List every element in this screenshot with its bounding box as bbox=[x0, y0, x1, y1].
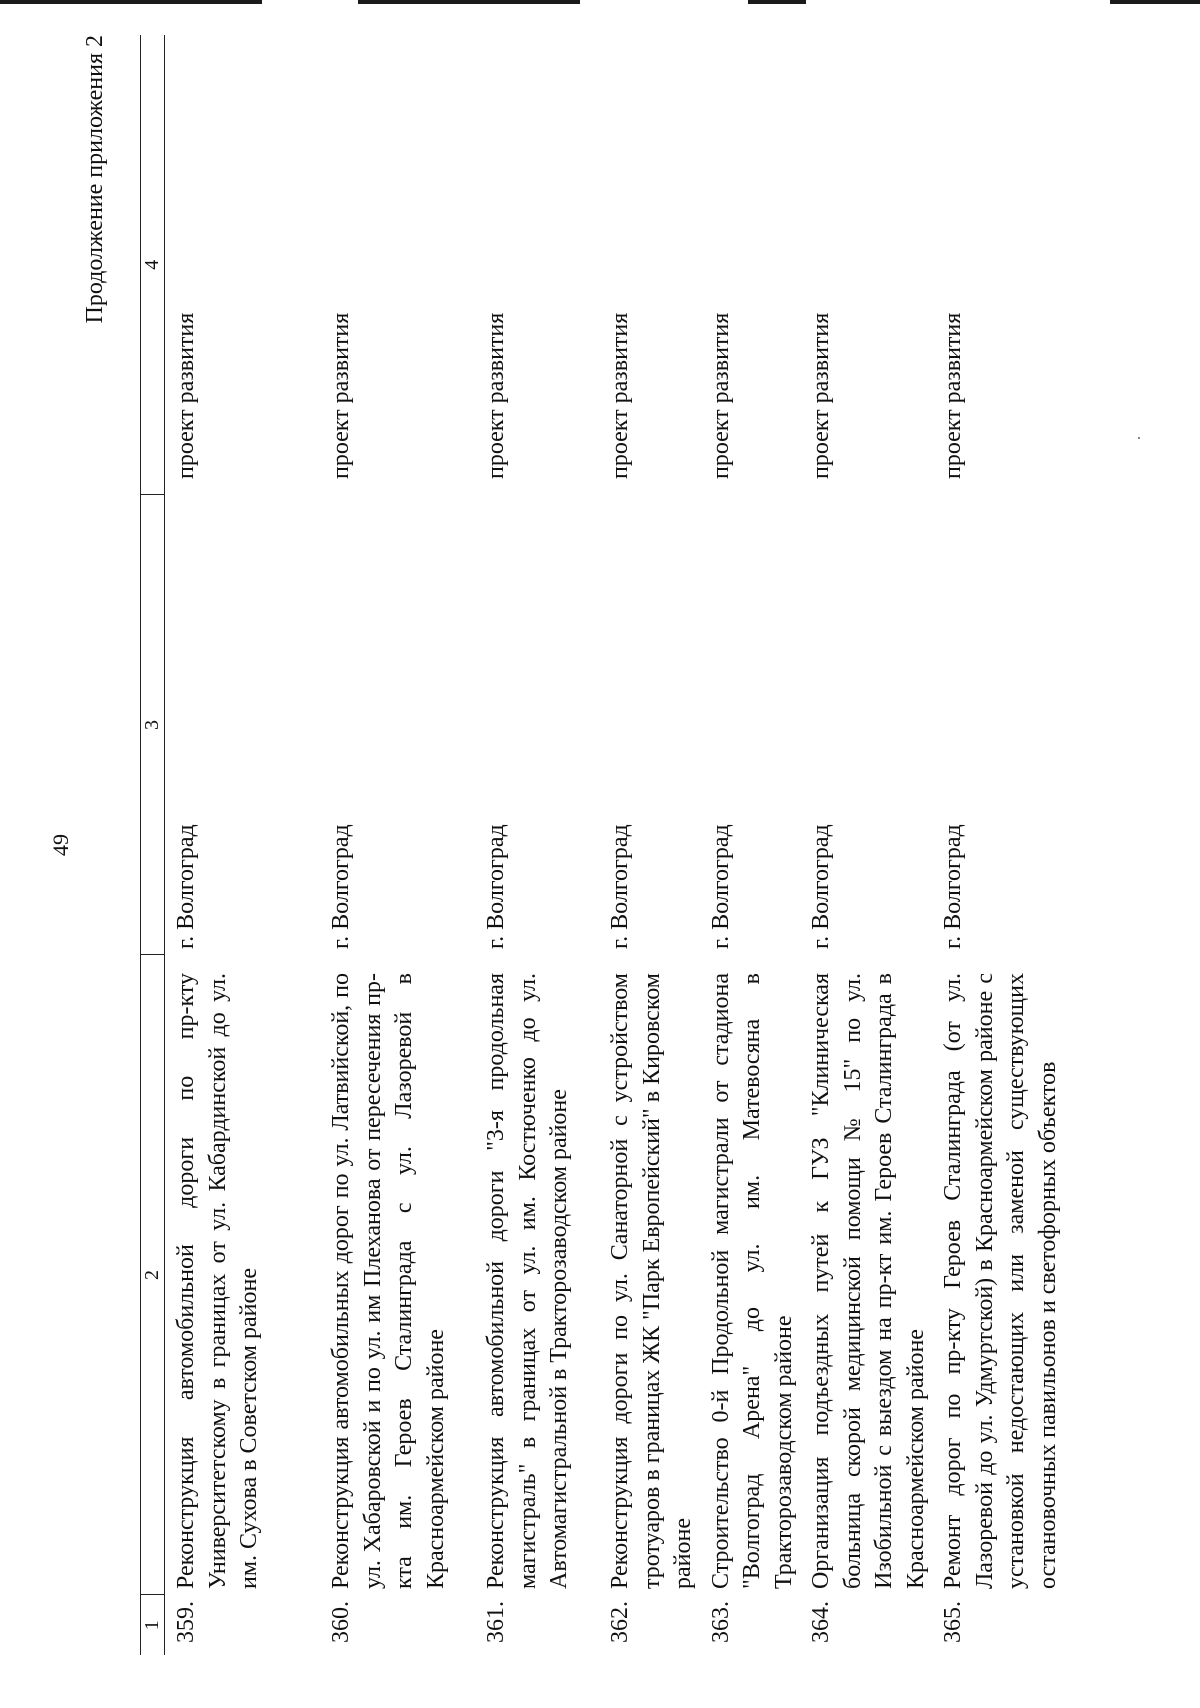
row-number: 364. bbox=[808, 1601, 834, 1643]
row-number: 362. bbox=[607, 1601, 633, 1643]
table-row bbox=[165, 35, 321, 1655]
project-location: г. Волгоград bbox=[607, 824, 633, 949]
project-location: г. Волгоград bbox=[483, 824, 509, 949]
table-row bbox=[800, 35, 932, 1655]
project-type: проект развития bbox=[607, 312, 633, 479]
row-number: 359. bbox=[173, 1601, 199, 1643]
row-number: 361. bbox=[483, 1601, 509, 1643]
column-header: 2 bbox=[141, 955, 165, 1595]
row-number: 365. bbox=[940, 1601, 966, 1643]
project-location: г. Волгоград bbox=[173, 824, 199, 949]
project-type: проект развития bbox=[173, 312, 199, 479]
projects-table bbox=[140, 35, 1064, 1655]
scan-border-top bbox=[1110, 0, 1200, 4]
project-type: проект развития bbox=[328, 312, 354, 479]
project-location: г. Волгоград bbox=[940, 824, 966, 949]
project-type: проект развития bbox=[808, 312, 834, 479]
project-location: г. Волгоград bbox=[707, 824, 734, 949]
table-row bbox=[932, 35, 1064, 1655]
column-header: 4 bbox=[141, 35, 165, 495]
row-number: 360. bbox=[328, 1601, 354, 1643]
table-header bbox=[141, 35, 165, 1655]
project-description: Реконструкция дороги по ул. Санаторной с устройством тротуаров в границах ЖК "Парк Европейский" в Кировском районе bbox=[607, 973, 696, 1589]
table-row bbox=[700, 35, 801, 1655]
project-type: проект развития bbox=[940, 312, 966, 479]
continuation-note: Продолжение приложения 2 bbox=[82, 35, 108, 324]
rotated-document-page bbox=[48, 35, 1200, 1655]
scan-border-top bbox=[0, 0, 262, 4]
project-description: Строительство 0-й Продольной магистрали от стадиона "Волгоград Арена" до ул. им. Матевосяна в Тракторозаводском районе bbox=[707, 973, 797, 1589]
table-row bbox=[599, 35, 700, 1655]
column-header: 3 bbox=[141, 495, 165, 955]
table-row bbox=[475, 35, 599, 1655]
project-description: Реконструкция автомобильной дороги по пр-кту Университетскому в границах от ул. Кабардинской до ул. им. Сухова в Советском районе bbox=[173, 973, 262, 1589]
project-location: г. Волгоград bbox=[328, 824, 354, 949]
scan-border-top bbox=[748, 0, 806, 4]
project-location: г. Волгоград bbox=[808, 824, 834, 949]
project-type: проект развития bbox=[483, 312, 509, 479]
page-number: 49 bbox=[48, 834, 73, 856]
project-description: Ремонт дорог по пр-кту Героев Сталинграда (от ул. Лазоревой до ул. Удмуртской) в Красноармейском районе с установкой недостающих или заменой существующих остановочных павильонов и светофорных объектов bbox=[940, 973, 1061, 1589]
project-description: Организация подъездных путей к ГУЗ "Клиническая больница скорой медицинской помощи № 15" по ул. Изобильной с выездом на пр-кт им. Героев Сталинграда в Красноармейском районе bbox=[808, 973, 929, 1589]
project-type: проект развития bbox=[707, 312, 734, 479]
scan-border-top bbox=[358, 0, 580, 4]
row-number: 363. bbox=[707, 1601, 734, 1643]
project-description: Реконструкция автомобильных дорог по ул. Латвийской, по ул. Хабаровской и по ул. им Плеханова от пересечения пр-кта им. Героев Сталинграда с ул. Лазоревой в Красноармейском районе bbox=[328, 973, 449, 1589]
table-row bbox=[320, 35, 475, 1655]
column-header: 1 bbox=[141, 1595, 165, 1655]
project-description: Реконструкция автомобильной дороги "3-я продольная магистраль" в границах от ул. им. Костюченко до ул. Автомагистральной в Тракторозаводском районе bbox=[483, 973, 572, 1589]
